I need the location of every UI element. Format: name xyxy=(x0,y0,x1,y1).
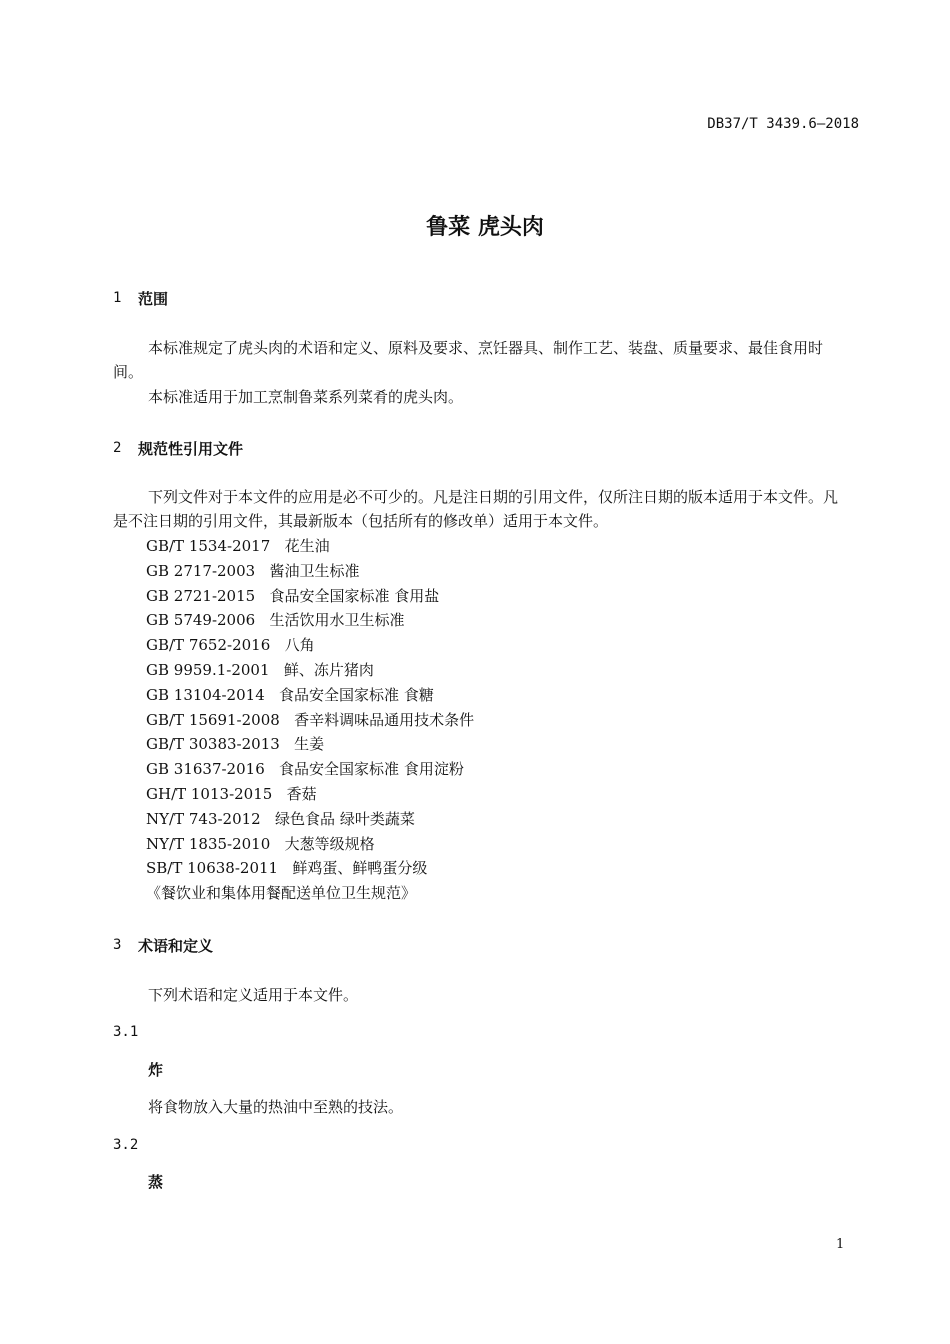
reference-code: GB/T 15691-2008 xyxy=(146,710,280,729)
page-number: 1 xyxy=(836,1237,845,1252)
reference-name: 八角 xyxy=(284,636,315,655)
reference-name: 香辛料调味品通用技术条件 xyxy=(294,710,475,729)
reference-code: GB 5749-2006 xyxy=(146,611,256,630)
paragraph: 下列文件对于本文件的应用是必不可少的。凡是注日期的引用文件，仅所注日期的版本适用于本文件。凡是不注日期的引用文件，其最新版本（包括所有的修改单）适用于本文件。 xyxy=(113,488,839,530)
reference-name: 酱油卫生标准 xyxy=(269,561,360,580)
reference-name: 生活饮用水卫生标准 xyxy=(269,611,405,630)
reference-item xyxy=(146,559,474,584)
reference-code: GB 2717-2003 xyxy=(146,561,256,580)
term-heading: 炸 xyxy=(148,1061,164,1079)
reference-code: GB/T 1534-2017 xyxy=(146,537,271,555)
reference-name: 食品安全国家标准 食用盐 xyxy=(269,586,440,605)
reference-item xyxy=(146,534,474,559)
reference-item xyxy=(146,708,474,733)
reference-name: 绿色食品 绿叶类蔬菜 xyxy=(275,809,415,828)
section-number: 3 xyxy=(113,937,122,953)
reference-name: 大葱等级规格 xyxy=(284,834,375,853)
reference-name: 生姜 xyxy=(294,735,325,754)
reference-code: GB 9959.1-2001 xyxy=(146,660,270,679)
reference-code: GB 13104-2014 xyxy=(146,685,265,704)
term-number: 3.1 xyxy=(113,1024,139,1040)
section-title: 术语和定义 xyxy=(138,937,214,955)
reference-code: GB 2721-2015 xyxy=(146,586,256,605)
reference-item xyxy=(146,856,474,881)
reference-code: GB 31637-2016 xyxy=(146,760,265,779)
reference-item xyxy=(146,782,474,807)
reference-name: 香菇 xyxy=(286,784,317,803)
reference-code: NY/T 743-2012 xyxy=(146,809,261,828)
reference-name: 食品安全国家标准 食糖 xyxy=(279,685,434,704)
reference-code: GH/T 1013-2015 xyxy=(146,784,273,803)
reference-item xyxy=(146,757,474,782)
term-definition: 将食物放入大量的热油中至熟的技法。 xyxy=(148,1098,404,1116)
reference-item xyxy=(146,881,474,906)
reference-list xyxy=(146,534,474,906)
reference-item xyxy=(146,608,474,633)
reference-item xyxy=(146,658,474,683)
reference-item xyxy=(146,807,474,832)
reference-item xyxy=(146,633,474,658)
reference-name: 食品安全国家标准 食用淀粉 xyxy=(279,760,464,779)
reference-name: 《餐饮业和集体用餐配送单位卫生规范》 xyxy=(146,884,417,903)
reference-code: GB/T 30383-2013 xyxy=(146,735,280,754)
reference-item xyxy=(146,584,474,609)
term-heading: 蒸 xyxy=(148,1173,164,1191)
section-title: 范围 xyxy=(138,290,169,308)
section-number: 1 xyxy=(113,290,122,306)
reference-name: 花生油 xyxy=(284,537,330,555)
reference-name: 鲜鸡蛋、鲜鸭蛋分级 xyxy=(292,859,428,878)
paragraph: 本标准规定了虎头肉的术语和定义、原料及要求、烹饪器具、制作工艺、装盘、质量要求、最佳食用时间。 xyxy=(113,339,824,381)
reference-name: 鲜、冻片猪肉 xyxy=(283,660,374,679)
reference-item xyxy=(146,683,474,708)
reference-code: SB/T 10638-2011 xyxy=(146,859,279,878)
term-number: 3.2 xyxy=(113,1137,139,1153)
reference-item xyxy=(146,832,474,857)
document-code: DB37/T 3439.6—2018 xyxy=(707,116,859,132)
reference-code: NY/T 1835-2010 xyxy=(146,834,271,853)
section-title: 规范性引用文件 xyxy=(138,440,244,458)
document-title: 鲁菜 虎头肉 xyxy=(426,215,544,240)
reference-item xyxy=(146,732,474,757)
reference-code: GB/T 7652-2016 xyxy=(146,636,271,655)
paragraph: 本标准适用于加工烹制鲁菜系列菜肴的虎头肉。 xyxy=(148,388,464,406)
paragraph: 下列术语和定义适用于本文件。 xyxy=(148,986,359,1004)
section-number: 2 xyxy=(113,440,122,456)
